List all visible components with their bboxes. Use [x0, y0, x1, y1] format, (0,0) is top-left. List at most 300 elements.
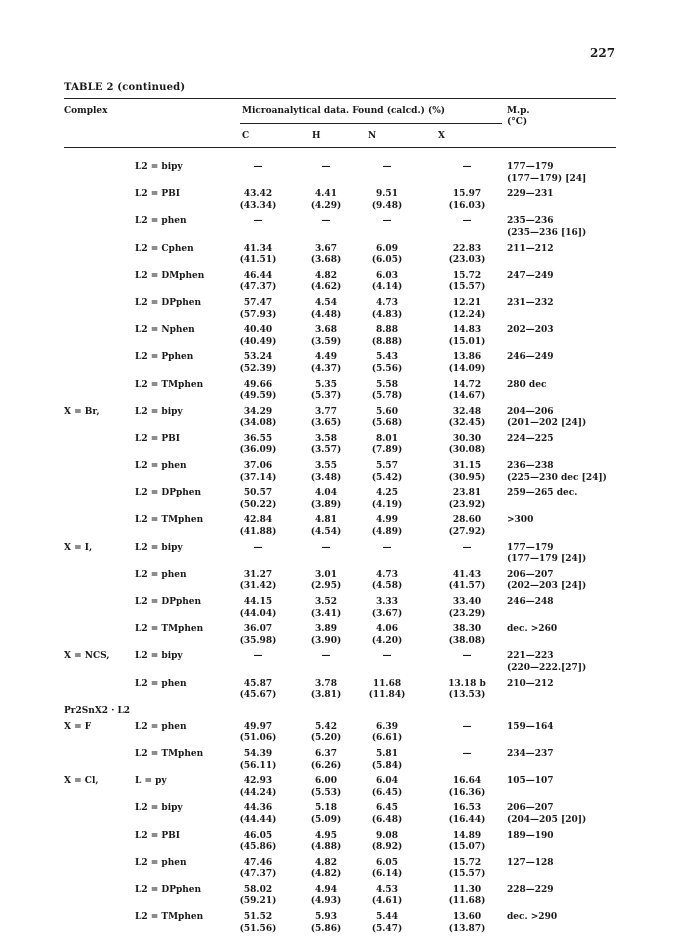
carbon-calcd: (56.11) — [239, 760, 277, 771]
hydrogen-calcd: (5.20) — [310, 733, 342, 744]
hydrogen-found: 4.94 — [315, 884, 337, 895]
table-title: TABLE 2 (continued) — [64, 82, 186, 93]
nitrogen-found: 6.05 — [376, 857, 398, 868]
carbon-calcd: (45.86) — [239, 842, 277, 853]
halide-x-found: 41.43 — [452, 569, 482, 580]
nitrogen-found: — — [382, 542, 392, 553]
halide-x-calcd: (15.01) — [448, 336, 486, 347]
melting-point-found: 189—190 — [507, 830, 554, 841]
melting-point-calcd: (202—203 [24]) — [507, 581, 587, 592]
ligand-label: L2 = Pphen — [135, 352, 194, 363]
nitrogen-found: 4.06 — [376, 624, 398, 635]
header-mp: M.p. — [507, 106, 530, 116]
carbon-found: 49.97 — [243, 721, 273, 732]
carbon-found: — — [253, 542, 263, 553]
ligand-label: L2 = DMphen — [135, 270, 205, 281]
hydrogen-calcd: (3.65) — [310, 418, 342, 429]
header-col-c: C — [242, 131, 250, 141]
nitrogen-calcd: (4.89) — [371, 527, 403, 538]
carbon-found: 36.55 — [243, 433, 273, 444]
halide-label: X = I, — [64, 542, 93, 553]
table-row — [0, 831, 680, 858]
nitrogen-calcd: (6.45) — [371, 787, 403, 798]
hydrogen-found: 6.37 — [315, 748, 337, 759]
table-row — [0, 244, 680, 271]
carbon-found: 41.34 — [243, 243, 273, 254]
nitrogen-found: 6.03 — [376, 270, 398, 281]
hydrogen-found: — — [321, 651, 331, 662]
carbon-found: 49.66 — [243, 379, 273, 390]
hydrogen-calcd: (5.53) — [310, 787, 342, 798]
table-row — [0, 271, 680, 298]
ligand-label: L2 = TMphen — [135, 624, 204, 635]
hydrogen-calcd: (3.68) — [310, 255, 342, 266]
nitrogen-calcd: (8.92) — [371, 842, 403, 853]
carbon-calcd: (50.22) — [239, 499, 277, 510]
nitrogen-calcd: (11.84) — [368, 690, 406, 701]
halide-x-found: — — [462, 216, 472, 227]
hydrogen-found: 4.41 — [315, 189, 337, 200]
carbon-calcd: (45.67) — [239, 690, 277, 701]
hydrogen-found: 4.54 — [315, 297, 337, 308]
nitrogen-calcd: (5.47) — [371, 923, 403, 934]
ligand-label: L2 = phen — [135, 216, 187, 227]
hydrogen-found: 3.58 — [315, 433, 337, 444]
hydrogen-calcd: (6.26) — [310, 760, 342, 771]
carbon-found: 46.05 — [243, 830, 273, 841]
halide-x-found: 11.30 — [452, 884, 482, 895]
nitrogen-calcd: (5.56) — [371, 363, 403, 374]
table-body — [0, 162, 680, 939]
table-row — [0, 216, 680, 243]
table-row — [0, 352, 680, 379]
halide-x-calcd: (11.68) — [448, 896, 486, 907]
melting-point-found: 231—232 — [507, 297, 554, 308]
melting-point-found: 177—179 — [507, 542, 554, 553]
ligand-label: L2 = phen — [135, 461, 187, 472]
halide-x-found: 14.89 — [452, 830, 482, 841]
carbon-found: 36.07 — [243, 624, 273, 635]
nitrogen-found: 6.04 — [376, 776, 398, 787]
ligand-label: L2 = phen — [135, 857, 187, 868]
carbon-calcd: (34.08) — [239, 418, 277, 429]
nitrogen-found: 5.57 — [376, 461, 398, 472]
nitrogen-found: 4.73 — [376, 297, 398, 308]
table-row — [0, 885, 680, 912]
hydrogen-found: 3.55 — [315, 461, 337, 472]
hydrogen-found: 4.95 — [315, 830, 337, 841]
table-row — [0, 380, 680, 407]
carbon-calcd: (47.37) — [239, 869, 277, 880]
table-row — [0, 679, 680, 706]
table-row — [0, 624, 680, 651]
hydrogen-found: 4.82 — [315, 270, 337, 281]
halide-label: X = Br, — [64, 406, 100, 417]
nitrogen-found: 4.99 — [376, 515, 398, 526]
header-col-h: H — [312, 131, 321, 141]
carbon-calcd: (35.98) — [239, 635, 277, 646]
melting-point-found: 177—179 — [507, 162, 554, 172]
carbon-found: — — [253, 162, 263, 172]
ligand-label: L2 = bipy — [135, 803, 183, 814]
carbon-found: 42.93 — [243, 776, 273, 787]
carbon-found: 34.29 — [243, 406, 273, 417]
nitrogen-found: — — [382, 651, 392, 662]
carbon-calcd: (44.04) — [239, 608, 277, 619]
ligand-label: L2 = phen — [135, 569, 187, 580]
halide-x-found: 15.72 — [452, 270, 482, 281]
hydrogen-found: 3.01 — [315, 569, 337, 580]
nitrogen-calcd: (5.68) — [371, 418, 403, 429]
nitrogen-found: 6.09 — [376, 243, 398, 254]
melting-point-found: 206—207 — [507, 569, 554, 580]
table-row — [0, 597, 680, 624]
melting-point-found: 211—212 — [507, 243, 554, 254]
halide-x-calcd: (23.92) — [448, 499, 486, 510]
halide-x-calcd: (15.07) — [448, 842, 486, 853]
halide-x-calcd: (32.45) — [448, 418, 486, 429]
table-row — [0, 434, 680, 461]
melting-point-found: 202—203 — [507, 325, 554, 336]
carbon-calcd: (41.88) — [239, 527, 277, 538]
halide-x-calcd: (16.03) — [448, 200, 486, 211]
nitrogen-found: 8.01 — [376, 433, 398, 444]
ligand-label: L2 = Nphen — [135, 325, 195, 336]
table-row — [0, 803, 680, 830]
melting-point-calcd: (177—179) [24] — [507, 173, 587, 184]
melting-point-found: dec. >260 — [507, 624, 558, 635]
hydrogen-calcd: (3.41) — [310, 608, 342, 619]
ligand-label: L2 = PBI — [135, 433, 180, 444]
carbon-calcd: (51.56) — [239, 923, 277, 934]
hydrogen-found: 3.77 — [315, 406, 337, 417]
nitrogen-found: — — [382, 216, 392, 227]
melting-point-calcd: (225—230 dec [24]) — [507, 472, 607, 483]
melting-point-found: 204—206 — [507, 406, 554, 417]
nitrogen-found: — — [382, 162, 392, 172]
ligand-label: L2 = bipy — [135, 542, 183, 553]
nitrogen-calcd: (6.14) — [371, 869, 403, 880]
ligand-label: L2 = bipy — [135, 162, 183, 172]
melting-point-calcd: (204—205 [20]) — [507, 814, 587, 825]
hydrogen-calcd: (3.90) — [310, 635, 342, 646]
table-row — [0, 651, 680, 678]
melting-point-found: 234—237 — [507, 748, 554, 759]
nitrogen-calcd: (3.67) — [371, 608, 403, 619]
carbon-found: 58.02 — [243, 884, 273, 895]
halide-x-found: 28.60 — [452, 515, 482, 526]
nitrogen-calcd: (5.42) — [371, 472, 403, 483]
hydrogen-calcd: (4.54) — [310, 527, 342, 538]
hydrogen-calcd: (3.59) — [310, 336, 342, 347]
hydrogen-found: 3.68 — [315, 325, 337, 336]
carbon-found: 51.52 — [243, 912, 273, 923]
melting-point-found: 221—223 — [507, 651, 554, 662]
header-microanalytical: Microanalytical data. Found (calcd.) (%) — [242, 106, 446, 116]
hydrogen-found: — — [321, 216, 331, 227]
halide-x-calcd: (13.53) — [448, 690, 486, 701]
ligand-label: L2 = phen — [135, 678, 187, 689]
hydrogen-calcd: (5.86) — [310, 923, 342, 934]
nitrogen-calcd: (7.89) — [371, 445, 403, 456]
hydrogen-calcd: (3.89) — [310, 499, 342, 510]
hydrogen-calcd: (4.93) — [310, 896, 342, 907]
halide-x-found: 14.72 — [452, 379, 482, 390]
carbon-found: 54.39 — [243, 748, 273, 759]
nitrogen-calcd: (6.05) — [371, 255, 403, 266]
halide-x-found: 33.40 — [452, 597, 482, 607]
carbon-calcd: (31.42) — [239, 581, 277, 592]
melting-point-found: 210—212 — [507, 678, 554, 689]
top-rule — [64, 98, 616, 99]
halide-x-found: 38.30 — [452, 624, 482, 635]
hydrogen-calcd: (3.48) — [310, 472, 342, 483]
nitrogen-found: 5.60 — [376, 406, 398, 417]
melting-point-found: 235—236 — [507, 216, 554, 227]
halide-x-found: 30.30 — [452, 433, 482, 444]
halide-x-calcd: (41.57) — [448, 581, 486, 592]
hydrogen-found: 6.00 — [315, 776, 337, 787]
halide-x-calcd: (16.44) — [448, 814, 486, 825]
nitrogen-found: 4.53 — [376, 884, 398, 895]
hydrogen-found: 5.93 — [315, 912, 337, 923]
nitrogen-calcd: (6.48) — [371, 814, 403, 825]
table-row — [0, 706, 680, 722]
halide-x-calcd: (15.57) — [448, 869, 486, 880]
nitrogen-found: 5.81 — [376, 748, 398, 759]
nitrogen-found: 9.51 — [376, 189, 398, 200]
carbon-found: — — [253, 216, 263, 227]
carbon-found: 45.87 — [243, 678, 273, 689]
ligand-label: L2 = TMphen — [135, 379, 204, 390]
carbon-found: 50.57 — [243, 488, 273, 499]
carbon-found: 44.15 — [243, 597, 273, 607]
ligand-label: L2 = bipy — [135, 406, 183, 417]
carbon-found: 46.44 — [243, 270, 273, 281]
carbon-calcd: (47.37) — [239, 282, 277, 293]
halide-x-found: — — [462, 721, 472, 732]
melting-point-found: >300 — [507, 515, 534, 526]
nitrogen-calcd: (4.83) — [371, 309, 403, 320]
hydrogen-calcd: (5.09) — [310, 814, 342, 825]
hydrogen-found: — — [321, 162, 331, 172]
nitrogen-found: 6.45 — [376, 803, 398, 814]
table-row — [0, 515, 680, 542]
melting-point-found: 236—238 — [507, 461, 554, 472]
halide-label: X = F — [64, 721, 92, 732]
halide-x-calcd: (15.57) — [448, 282, 486, 293]
carbon-found: 37.06 — [243, 461, 273, 472]
melting-point-found: 224—225 — [507, 433, 554, 444]
halide-label: X = NCS, — [64, 651, 110, 662]
nitrogen-calcd: (9.48) — [371, 200, 403, 211]
hydrogen-found: 3.78 — [315, 678, 337, 689]
ligand-label: L2 = phen — [135, 721, 187, 732]
halide-x-found: 14.83 — [452, 325, 482, 336]
ligand-label: L2 = PBI — [135, 189, 180, 200]
hydrogen-calcd: (4.88) — [310, 842, 342, 853]
carbon-calcd: (43.34) — [239, 200, 277, 211]
hydrogen-calcd: (4.37) — [310, 363, 342, 374]
page-number: 227 — [590, 46, 616, 60]
melting-point-found: 228—229 — [507, 884, 554, 895]
hydrogen-found: 3.52 — [315, 597, 337, 607]
ligand-label: L2 = DPphen — [135, 488, 202, 499]
melting-point-found: 206—207 — [507, 803, 554, 814]
carbon-found: 31.27 — [243, 569, 273, 580]
ligand-label: L2 = Cphen — [135, 243, 194, 254]
carbon-calcd: (44.44) — [239, 814, 277, 825]
hydrogen-found: 4.81 — [315, 515, 337, 526]
hydrogen-calcd: (4.29) — [310, 200, 342, 211]
nitrogen-found: 11.68 — [372, 678, 402, 689]
carbon-calcd: (36.09) — [239, 445, 277, 456]
nitrogen-calcd: (4.61) — [371, 896, 403, 907]
carbon-calcd: (59.21) — [239, 896, 277, 907]
melting-point-found: 105—107 — [507, 776, 554, 787]
halide-x-calcd: (23.03) — [448, 255, 486, 266]
melting-point-found: dec. >290 — [507, 912, 558, 923]
halide-x-found: 16.64 — [452, 776, 482, 787]
table-row — [0, 543, 680, 570]
table-row — [0, 749, 680, 776]
carbon-found: 44.36 — [243, 803, 273, 814]
carbon-calcd: (52.39) — [239, 363, 277, 374]
header-col-x: X — [438, 131, 445, 141]
nitrogen-calcd: (8.88) — [371, 336, 403, 347]
hydrogen-calcd: (5.37) — [310, 391, 342, 402]
nitrogen-found: 5.43 — [376, 352, 398, 363]
nitrogen-found: 3.33 — [376, 597, 398, 607]
header-col-n: N — [368, 131, 377, 141]
carbon-found: 42.84 — [243, 515, 273, 526]
hydrogen-found: 4.82 — [315, 857, 337, 868]
melting-point-calcd: (177—179 [24]) — [507, 554, 587, 565]
halide-x-calcd: (23.29) — [448, 608, 486, 619]
table-row — [0, 325, 680, 352]
melting-point-found: 127—128 — [507, 857, 554, 868]
carbon-found: 57.47 — [243, 297, 273, 308]
hydrogen-found: 3.89 — [315, 624, 337, 635]
melting-point-calcd: (220—222.[27]) — [507, 662, 587, 673]
nitrogen-calcd: (4.20) — [371, 635, 403, 646]
melting-point-found: 247—249 — [507, 270, 554, 281]
table-row — [0, 162, 680, 189]
header-bottom-rule — [64, 147, 616, 148]
ligand-label: L2 = DPphen — [135, 884, 202, 895]
hydrogen-found: 4.04 — [315, 488, 337, 499]
nitrogen-found: 4.25 — [376, 488, 398, 499]
carbon-calcd: (44.24) — [239, 787, 277, 798]
melting-point-calcd: (235—236 [16]) — [507, 227, 587, 238]
ligand-label: L2 = TMphen — [135, 912, 204, 923]
halide-x-found: 12.21 — [452, 297, 482, 308]
halide-x-found: 22.83 — [452, 243, 482, 254]
melting-point-found: 280 dec — [507, 379, 547, 390]
table-row — [0, 776, 680, 803]
melting-point-found: 246—248 — [507, 597, 554, 607]
hydrogen-found: 3.67 — [315, 243, 337, 254]
carbon-found: 43.42 — [243, 189, 273, 200]
halide-x-found: — — [462, 542, 472, 553]
ligand-label: L2 = PBI — [135, 830, 180, 841]
nitrogen-found: 8.88 — [376, 325, 398, 336]
halide-x-found: — — [462, 651, 472, 662]
carbon-calcd: (41.51) — [239, 255, 277, 266]
table-row — [0, 570, 680, 597]
hydrogen-calcd: (3.57) — [310, 445, 342, 456]
halide-x-found: — — [462, 162, 472, 172]
hydrogen-found: 4.49 — [315, 352, 337, 363]
hydrogen-found: 5.35 — [315, 379, 337, 390]
melting-point-found: 246—249 — [507, 352, 554, 363]
header-subrule — [240, 123, 502, 124]
carbon-calcd: (51.06) — [239, 733, 277, 744]
halide-x-found: 15.97 — [452, 189, 482, 200]
hydrogen-found: — — [321, 542, 331, 553]
halide-x-found: 13.86 — [452, 352, 482, 363]
table-row — [0, 298, 680, 325]
halide-label: X = Cl, — [64, 776, 99, 787]
hydrogen-calcd: (2.95) — [310, 581, 342, 592]
nitrogen-calcd: (6.61) — [371, 733, 403, 744]
halide-x-calcd: (14.09) — [448, 363, 486, 374]
carbon-found: 53.24 — [243, 352, 273, 363]
ligand-label: L2 = TMphen — [135, 748, 204, 759]
nitrogen-calcd: (5.84) — [371, 760, 403, 771]
halide-x-found: 13.18 b — [448, 678, 486, 689]
nitrogen-calcd: (4.14) — [371, 282, 403, 293]
melting-point-calcd: (201—202 [24]) — [507, 418, 587, 429]
halide-x-found: 23.81 — [452, 488, 482, 499]
halide-x-calcd: (16.36) — [448, 787, 486, 798]
halide-x-found: 13.60 — [452, 912, 482, 923]
halide-x-found: — — [462, 748, 472, 759]
nitrogen-calcd: (5.78) — [371, 391, 403, 402]
carbon-calcd: (57.93) — [239, 309, 277, 320]
nitrogen-calcd: (4.19) — [371, 499, 403, 510]
halide-x-found: 32.48 — [452, 406, 482, 417]
melting-point-found: 259—265 dec. — [507, 488, 578, 499]
ligand-label: L2 = DPphen — [135, 297, 202, 308]
halide-x-calcd: (30.08) — [448, 445, 486, 456]
header-mp-unit: (°C) — [507, 117, 528, 127]
melting-point-found: 159—164 — [507, 721, 554, 732]
hydrogen-calcd: (4.48) — [310, 309, 342, 320]
nitrogen-found: 5.44 — [376, 912, 398, 923]
table-row — [0, 858, 680, 885]
halide-x-calcd: (12.24) — [448, 309, 486, 320]
nitrogen-found: 6.39 — [376, 721, 398, 732]
hydrogen-found: 5.42 — [315, 721, 337, 732]
table-row — [0, 722, 680, 749]
ligand-label: L2 = DPphen — [135, 597, 202, 607]
hydrogen-calcd: (4.62) — [310, 282, 342, 293]
ligand-label: L = py — [135, 776, 167, 787]
halide-x-found: 31.15 — [452, 461, 482, 472]
table-row — [0, 407, 680, 434]
carbon-calcd: (49.59) — [239, 391, 277, 402]
header-complex: Complex — [64, 106, 108, 116]
nitrogen-calcd: (4.58) — [371, 581, 403, 592]
table-row — [0, 912, 680, 939]
nitrogen-found: 5.58 — [376, 379, 398, 390]
halide-x-calcd: (38.08) — [448, 635, 486, 646]
carbon-calcd: (37.14) — [239, 472, 277, 483]
table-row — [0, 189, 680, 216]
halide-x-calcd: (30.95) — [448, 472, 486, 483]
halide-x-found: 16.53 — [452, 803, 482, 814]
